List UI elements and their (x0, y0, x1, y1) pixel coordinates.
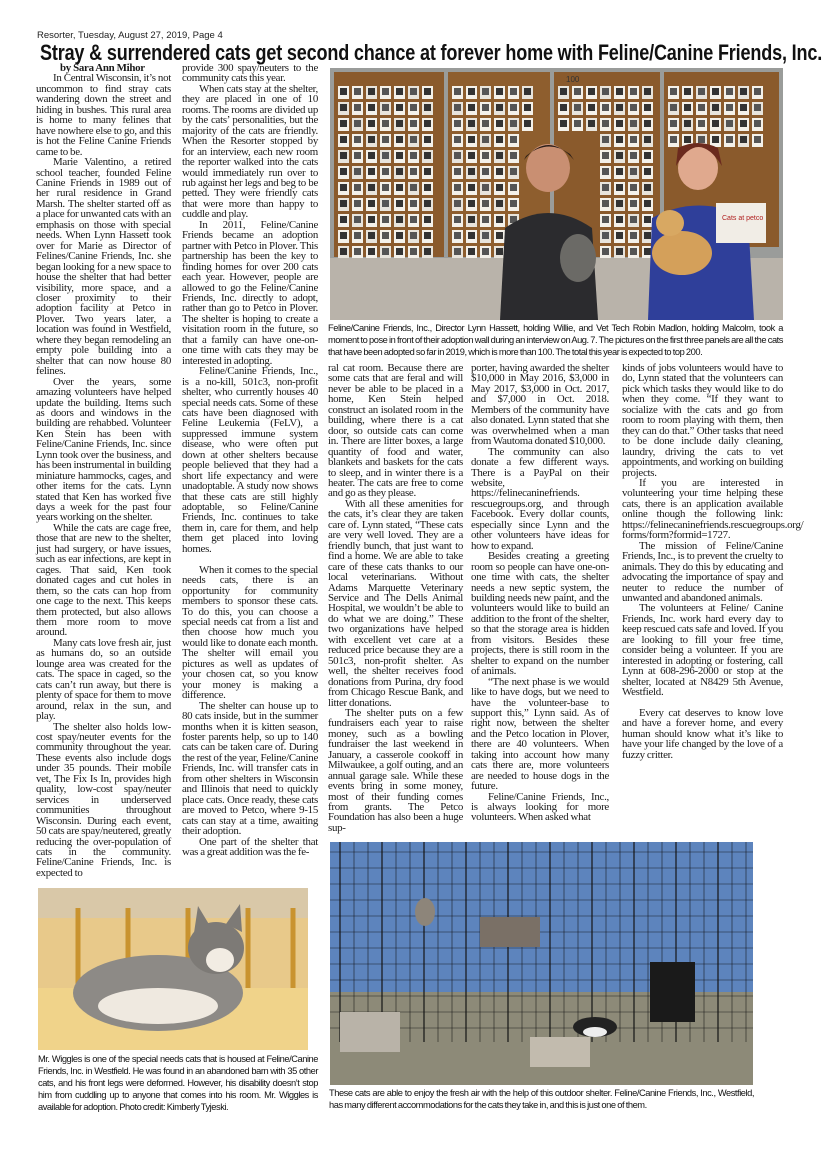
article-paragraph: With all these amenities for the cats, it’s clear they are taken care of. Lynn stated, “These cats are very well loved. They are a friendly bunch, that just want to find a home. We are able to take care of these cats thanks to our local veterinarians. Without Adams Marquette Veterinary Service and The Dells Animal Hospital, we wouldn’t be able to do what we are doing.” These two organizations have helped with excellent vet care at a reduced price because they are a 501c3, non-profit shelter. As well, the shelter receives food donations from Purina, dry food from Chicago Rescue Bank, and litter donations. (328, 497, 463, 709)
article-column-1 (36, 63, 171, 885)
article-column-4 (471, 363, 609, 841)
mr-wiggles-photo (38, 888, 308, 1050)
article-paragraph: Many cats love fresh air, just as humans do, so an outside lounge area was created for the cats. The space in caged, so the cats can’t run away, but there is plenty of space for them to move around, relax in the sun, and play. (36, 636, 171, 723)
article-paragraph: In 2011, Feline/Canine Friends became an adoption partner with Petco in Plover. This partnership has been the key to finding homes for over 200 cats each year. However, people are allowed to go the Feline/Canine Friends, Inc. directly to adopt, rather than go to Petco in Plover. The shelter is hoping to create a visitation room in the future, so that a family can have one-on-one time with cats they may be interested in adopting. (182, 218, 318, 367)
article-paragraph: When cats stay at the shelter, they are placed in one of 10 rooms. The rooms are divided up by the cats’ personalities, but the majority of the cats are friendly. When the Resorter stopped by for an interview, each new room the reporter walked into the cats would immediately run over to rub against her legs and beg to be petted. They were friendly cats that were more than happy to cuddle and play. (182, 82, 318, 221)
article-paragraph: In Central Wisconsin, it’s not uncommon to find stray cats wandering down the street and hiding in bushes. This rural area is home to many felines that have nowhere else to go, and this is hot the Feline Canine Friends came to be. (36, 72, 171, 158)
article-paragraph: provide 300 spay/neuters to the community cats this year. (182, 62, 318, 85)
article-paragraph: While the cats are cage free, those that are new to the shelter, just had surgery, or have issues, such as ear infections, are kept in cages. That said, Ken took donated cages and cut holes in them, so the cats can hop from one cage to the next. This keeps them protected, but also allows them more room to move around. (36, 521, 171, 639)
top-photo-caption: Feline/Canine Friends, Inc., Director Lynn Hassett, holding Willie, and Vet Tech Robin Madlon, holding Malcolm, took a moment to pose in front of their adoption wall during an interview on Aug. 7. The pictures on the first three panels are all the cats that have been adopted so far in 2019, which is more than 100. The total this year is expected to top 200. (328, 323, 783, 357)
article-paragraph: The volunteers at Feline/ Canine Friends, Inc. work hard every day to keep rescued cats safe and loved. If you are looking to fill your free time, consider being a volunteer. If you are interested in adopting or fostering, call Lynn at 608-296-2000 or stop at the shelter, located at N8429 5th Avenue, Westfield. (622, 602, 783, 699)
adoption-wall-photo (330, 68, 783, 320)
article-paragraph: The mission of Feline/Canine Friends, Inc., is to prevent the cruelty to animals. They do this by educating and advocating the importance of spay and neuter to reduce the number of unwanted and abandoned animals. (622, 539, 783, 604)
article-column-3 (328, 363, 463, 841)
article-paragraph: ral cat room. Because there are some cats that are feral and will never be able to be placed in a home, Ken Stein helped construct an isolated room in the building, where there is a cat door, so outside cats can come in. There are litter boxes, a large quantity of food and water, blankets and baskets for the cats to sleep, and in winter there is a heater. The cats are free to come and go as they please. (328, 362, 463, 500)
article-paragraph: Feline/Canine Friends, Inc., is a no-kill, 501c3, non-profit shelter, who currently houses 40 special needs cats. Some of these cats have been diagnosed with Feline Leukemia (FeLV), a suppressed immune system disease, who were often put down at other shelters because people believed that they had a short life expectancy and were unadoptable. A study now shows that these cats are still highly adoptable, so Feline/Canine Friends, Inc. continues to take them in, care for them, and help them get placed into loving homes. (182, 365, 318, 555)
article-paragraph: The shelter can house up to 80 cats inside, but in the summer months when it is kitten season, foster parents help, so up to 140 cats can be taken care of. During the rest of the year, Feline/Canine Friends, Inc. will transfer cats in from other shelters in Wisconsin and Illinois that need to quickly place cats. Once ready, these cats are moved to Petco, where 9-15 cats can stay at a time, awaiting their adoption. (182, 699, 318, 838)
byline: by Sara Ann Mihor (60, 62, 145, 74)
article-paragraph: Feline/Canine Friends, Inc., is always looking for more volunteers. When asked what (471, 790, 609, 824)
article-paragraph: Marie Valentino, a retired school teacher, founded Feline Canine Friends in 1989 out of her rural residence in Grand Marsh. The shelter started off as a place for unwanted cats with an emphasis on those with special needs. When Lynn Hassett took over for Marie as Director of Felines/Canine Friends, Inc. she began looking for a new space to house the shelter that had better visibility, more space, and a closer proximity to their adoption facility at Petco in Plover. Two years later, a location was found in Westfield, where they began remodeling an empty pole building into a shelter that can now house 80 felines. (36, 156, 171, 378)
article-paragraph: If you are interested in volunteering your time helping these cats, there is an application available online though the following link: https://felinecaninefriends.rescuegroups.org/ forms/form?formid=1727. (622, 476, 804, 542)
article-column-2 (182, 63, 318, 885)
article-paragraph: The shelter puts on a few fundraisers each year to raise money, such as a bowling fundraiser the last weekend in January, a casserole cookoff in Milwaukee, a golf outing, and an annual garage sale. While these events bring in some money, most of their funding comes from grants. The Petco Foundation has also been a huge sup- (328, 706, 463, 834)
outdoor-shelter-photo (330, 842, 753, 1085)
article-paragraph: Over the years, some amazing volunteers have helped update the building. Items such as doors and windows in the building are rehabbed. Volunteer Ken Stein has been with Feline/Canine Friends, Inc. since Lynn took over the business, and has been instrumental in building miniature hammocks, cages, and other items for the cats. Lynn stated that Ken has worked five days a week for the past four years working on the shelter. (36, 375, 171, 524)
article-headline: Stray & surrendered cats get second chance at forever home with Feline/Canine Friends, Inc. (40, 40, 822, 65)
petco-sign: Cats at petco (722, 215, 764, 222)
article-paragraph: kinds of jobs volunteers would have to do, Lynn stated that the volunteers can pick which tasks they would like to do when they come. “If they want to socialize with the cats and go from room to room playing with them, then they can do that.” Other tasks that need to be done include daily cleaning, laundry, driving the cats to vet appointments, and working on building projects. (622, 362, 783, 479)
article-paragraph: Every cat deserves to know love and have a forever home, and every human should know what it’s like to have your life changed by the love of a fuzzy critter. (622, 706, 783, 761)
panel-label: 100 (566, 75, 580, 84)
article-paragraph: One part of the shelter that was a great addition was the fe- (182, 835, 318, 858)
page-folio: Resorter, Tuesday, August 27, 2019, Page 4 (37, 30, 223, 41)
mr-wiggles-caption: Mr. Wiggles is one of the special needs cats that is housed at Feline/Canine Friends, Inc. in Westfield. He was found in an abandoned barn with 35 other cats, and his front legs were deformed. However, his disability doesn’t stop him from cuddling up to anyone that comes into his room. Mr. Wiggles is available for adoption. Photo credit: Kimberly Tyjeski. (38, 1054, 318, 1112)
outdoor-shelter-caption: These cats are able to enjoy the fresh air with the help of this outdoor shelter. Feline/Canine Friends, Inc., Westfield, has many different accommodations for the cats they take in, and this is just one of them. (329, 1088, 754, 1110)
article-paragraph: Besides creating a greeting room so people can have one-on-one time with cats, the shelter needs a new septic system, the building needs new paint, and the volunteers would like to build an addition to the front of the shelter, so that the storage area is hidden from visitors. Besides these projects, there is still room in the shelter to expand on the number of animals. (471, 550, 609, 678)
article-paragraph: The shelter also holds low-cost spay/neuter events for the community throughout the year. These events also include dogs under 35 pounds. Their mobile vet, The Fix Is In, provides high quality, low-cost spay/neuter services in underserved communities throughout Wisconsin. During each event, 50 cats are spay/neutered, greatly reducing the over-population of cats in the community. Feline/Canine Friends, Inc. is expected to (36, 720, 171, 879)
article-paragraph: The community can also donate a few different ways. There is a PayPal on their website, https://felinecaninefriends. rescuegroups.org, and through Facebook. Every dollar counts, especially since Lynn and the other volunteers have ideas for how to expand. (471, 445, 609, 552)
article-paragraph: When it comes to the special needs cats, there is an opportunity for community members to sponsor these cats. To do this, you can choose a special needs cat from a list and then choose how much you would like to donate each month. The shelter will email you pictures as well as updates of your chosen cat, so you know your money is making a difference. (182, 563, 318, 702)
article-paragraph: porter, having awarded the shelter $10,000 in May 2016, $3,000 in May 2017, $3,000 in Oct. 2017, and $7,000 in Oct. 2018. Members of the community have also donated. Lynn stated that she was overwhelmed when a man from Wautoma donated $10,000. (471, 362, 609, 448)
article-column-5 (622, 362, 804, 841)
article-paragraph: “The next phase is we would like to have dogs, but we need to have the volunteer-base to support this,” Lynn said. As of right now, between the shelter and the Petco location in Plover, there are 40 volunteers. When taking into account how many cats there are, more volunteers are needed to house dogs in the future. (471, 675, 609, 793)
